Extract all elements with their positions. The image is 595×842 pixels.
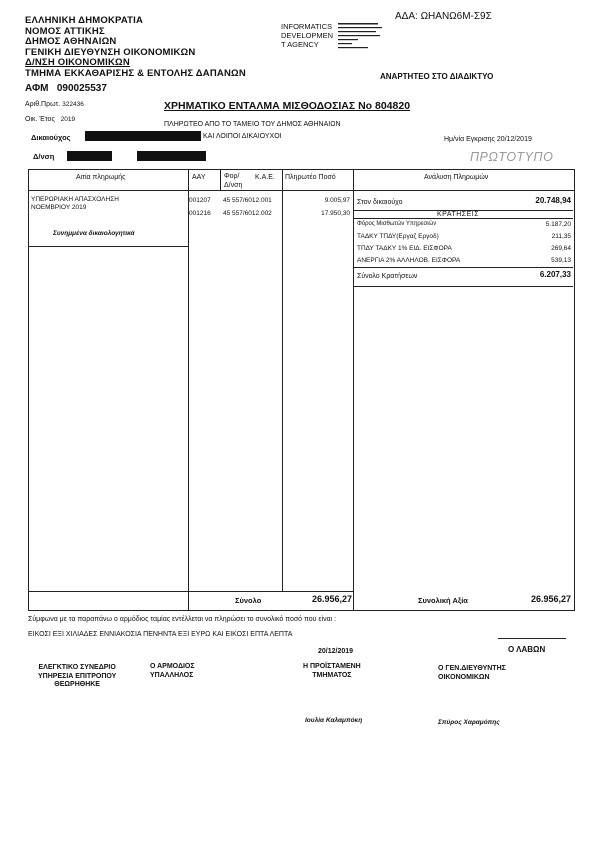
column-divider <box>220 169 221 190</box>
deductions-divider <box>354 218 573 219</box>
audit-block <box>38 664 116 690</box>
receiver-label: Ο ΛΑΒΩΝ <box>508 645 546 654</box>
to-beneficiary-label: Στον δικαιούχο <box>357 199 403 206</box>
head-line: ΤΜΗΜΑΤΟΣ <box>312 672 352 679</box>
officer-block <box>150 662 195 680</box>
afm <box>25 83 107 94</box>
total-deductions-label: Σύνολο Κρατήσεων <box>357 273 418 280</box>
deduction-value: 5.187,20 <box>545 221 571 228</box>
receiver-line <box>498 638 566 639</box>
attachment-divider <box>28 246 189 247</box>
agency-line: T AGENCY <box>281 40 319 49</box>
row-kae: 45 557/6012.002 <box>223 210 272 217</box>
protocol-value: 322436 <box>62 101 84 108</box>
payable-from: ΠΛΗΡΩΤΕΟ ΑΠΟ ΤΟ ΤΑΜΕΙΟ ΤΟΥ ΔΗΜΟΣ ΑΘΗΝΑΙΩΝ <box>164 121 341 128</box>
deduction-label: ΑΝΕΡΓΙΑ 2% ΑΛΛΗΛΟΒ. ΕΙΣΦΟΡΑ <box>357 257 461 264</box>
row-aay: 001207 <box>189 197 211 204</box>
deduction-label: ΤΠΔΥ ΤΑΔΚΥ 1% ΕΙΔ. ΕΙΣΦΟΡΑ <box>357 245 452 252</box>
total-deductions-divider <box>354 267 573 268</box>
column-divider <box>353 169 354 610</box>
col-amount: Πληρωτέο Ποσό <box>285 174 336 181</box>
amount-in-words: ΕΙΚΟΣΙ ΕΞΙ ΧΙΛΙΑΔΕΣ ΕΝΝΙΑΚΟΣΙΑ ΠΕΝΗΝΤΑ ΕΞΙ ΕΥΡΩ ΚΑΙ ΕΙΚΟΣΙ ΕΠΤΑ ΛΕΠΤΑ <box>28 631 293 638</box>
audit-line: ΘΕΩΡΗΘΗΚΕ <box>54 681 100 688</box>
approval-label: Ημ/νία Εγκρισης <box>444 136 495 143</box>
table-row <box>189 197 211 204</box>
col-fop: Φορ/ Δ/νση <box>224 173 243 189</box>
column-divider <box>282 169 283 591</box>
attached-docs: Συνημμένα δικαιολογητικά <box>53 230 135 237</box>
header-line: ΔΗΜΟΣ ΑΘΗΝΑΙΩΝ <box>25 36 117 47</box>
signature-stamp-mark <box>338 22 384 54</box>
total-value: 26.956,27 <box>530 594 571 604</box>
beneficiary-label: Δικαιούχος <box>31 133 71 142</box>
original-watermark: ΠΡΩΤΟΤΥΠΟ <box>470 150 554 164</box>
officer-line: ΥΠΑΛΛΗΛΟΣ <box>150 672 194 679</box>
cause-line: ΝΟΕΜΒΡΙΟΥ 2019 <box>31 204 87 211</box>
agency-stamp <box>281 22 333 49</box>
sum-value: 26.956,27 <box>311 594 352 604</box>
year-label: Οικ. Έτος <box>25 116 55 123</box>
audit-line: ΕΛΕΓΚΤΙΚΟ ΣΥΝΕΔΡΙΟ <box>38 664 116 671</box>
header-line: ΓΕΝΙΚΗ ΔΙΕΥΘΥΝΣΗ ΟΙΚΟΝΟΜΙΚΩΝ <box>25 46 196 58</box>
deduction-label: ΤΑΔΚΥ ΤΠΔΥ(Εργαζ Εργοδ) <box>357 233 439 240</box>
head-block <box>303 662 361 680</box>
head-name: Ιουλία Καλαμπόκη <box>305 717 363 724</box>
col-cause: Αιτία πληρωμής <box>76 174 126 181</box>
agency-line: DEVELOPMEN <box>281 31 334 40</box>
approval-date: 20/12/2019 <box>496 136 532 143</box>
row-amount: 9.005,97 <box>324 197 350 204</box>
protocol <box>25 101 84 108</box>
protocol-label: Αριθ.Πρωτ. <box>25 101 61 108</box>
afm-label: ΑΦΜ <box>25 83 49 94</box>
col-kae: Κ.Α.Ε. <box>255 174 275 181</box>
table-row <box>189 210 211 217</box>
deduction-value: 539,13 <box>551 257 571 264</box>
cause-text <box>31 196 119 212</box>
analysis-divider <box>354 286 573 287</box>
agency-line: INFORMATICS <box>281 22 333 31</box>
header-line: ΝΟΜΟΣ ΑΤΤΙΚΗΣ <box>25 25 105 37</box>
address-label: Δ/νση <box>33 152 55 161</box>
total-label: Συνολική Αξία <box>418 596 468 605</box>
director-line: ΟΙΚΟΝΟΜΙΚΩΝ <box>438 674 490 681</box>
fiscal-year <box>25 116 75 123</box>
issuer-header <box>25 16 246 79</box>
director-block <box>438 664 506 682</box>
year-value: 2019 <box>60 116 76 123</box>
to-beneficiary-value: 20.748,94 <box>535 196 571 205</box>
deduction-value: 269,64 <box>551 245 571 252</box>
sign-date: 20/12/2019 <box>318 648 354 655</box>
col-analysis: Ανάλυση Πληρωμών <box>424 174 489 181</box>
director-name: Σπύρος Χαραμόπης <box>438 719 500 726</box>
row-kae: 45 557/6012.001 <box>223 197 272 204</box>
director-line: Ο ΓΕΝ.ΔΙΕΥΘΥΝΤΗΣ <box>438 665 506 672</box>
table-header-divider <box>28 190 574 191</box>
posted-label: ΑΝΑΡΤΗΤΕΟ ΣΤΟ ΔΙΑΔΙΚΤΥΟ <box>380 72 494 81</box>
audit-line: ΥΠΗΡΕΣΙΑ ΕΠΙΤΡΟΠΟΥ <box>38 672 117 680</box>
header-line: Δ/ΝΣΗ ΟΙΚΟΝΟΜΙΚΩΝ <box>25 57 130 68</box>
sum-divider <box>28 591 354 592</box>
sum-label: Σύνολο <box>235 596 262 605</box>
redaction-bar <box>85 131 201 141</box>
redaction-bar <box>137 151 206 161</box>
row-aay: 001216 <box>189 210 211 217</box>
redaction-bar <box>67 151 112 161</box>
row-amount: 17.950,30 <box>321 210 350 217</box>
deduction-value: 211,35 <box>551 233 571 240</box>
cause-line: ΥΠΕΡΩΡΙΑΚΗ ΑΠΑΣΧΟΛΗΣΗ <box>31 196 119 203</box>
ada-code: ΑΔΑ: ΩΗΑΝΩ6Μ-Σ9Σ <box>395 11 492 22</box>
officer-line: Ο ΑΡΜΟΔΙΟΣ <box>150 663 195 670</box>
afm-value: 090025537 <box>56 83 107 94</box>
page-title: ΧΡΗΜΑΤΙΚΟ ΕΝΤΑΛΜΑ ΜΙΣΘΟΔΟΣΙΑΣ Νο 804820 <box>164 100 411 112</box>
column-divider <box>188 169 189 610</box>
head-line: Η ΠΡΟΪΣΤΑΜΕΝΗ <box>303 663 361 670</box>
beneficiary-suffix: ΚΑΙ ΛΟΙΠΟΙ ΔΙΚΑΙΟΥΧΟΙ <box>203 133 282 140</box>
col-aay: ΑΑΥ <box>192 174 206 181</box>
deduction-label: Φόρος Μισθωτών Υπηρεσιών <box>357 221 437 227</box>
approval <box>444 136 532 143</box>
statement: Σύμφωνα με τα παραπάνω ο αρμόδιος ταμίας εντέλλεται να πληρώσει το συνολικό ποσό που είναι : <box>28 616 337 623</box>
header-line: ΕΛΛΗΝΙΚΗ ΔΗΜΟΚΡΑΤΙΑ <box>25 15 144 26</box>
header-line: ΤΜΗΜΑ ΕΚΚΑΘΑΡΙΣΗΣ & ΕΝΤΟΛΗΣ ΔΑΠΑΝΩΝ <box>25 67 246 79</box>
total-deductions-value: 6.207,33 <box>539 270 571 279</box>
deductions-title: ΚΡΑΤΗΣΕΙΣ <box>437 211 480 218</box>
